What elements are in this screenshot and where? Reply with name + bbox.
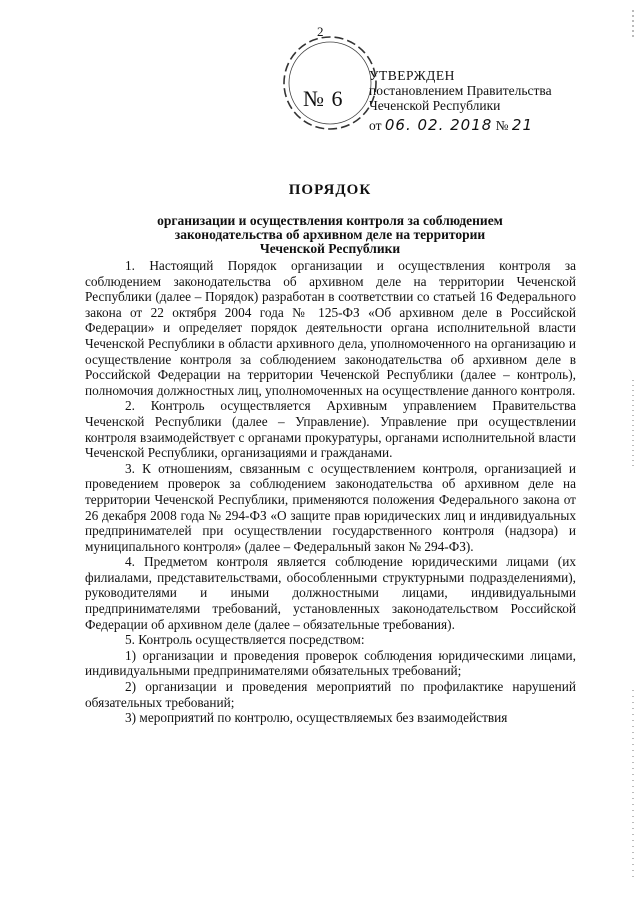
- approval-title: УТВЕРЖДЕН: [369, 68, 455, 83]
- number-prefix: №: [495, 118, 509, 133]
- title-block: [100, 182, 560, 256]
- page-number: 2: [317, 24, 324, 39]
- subtitle-line: Чеченской Республики: [259, 241, 401, 256]
- approval-block: [369, 68, 552, 133]
- subtitle-line: законодательства об архивном деле на территории: [174, 227, 486, 242]
- date-prefix: от: [369, 118, 382, 133]
- list-item-1: 1) организации и проведения проверок соблюдения юридическими лицами, индивидуальными предпринимателями обязательных требований;: [85, 647, 576, 679]
- approval-line-1: постановлением Правительства: [369, 83, 552, 98]
- scan-margin-marks: [630, 0, 636, 905]
- stamp-number: № 6: [303, 86, 344, 111]
- handwritten-number: 21: [511, 116, 534, 134]
- paragraph-4: 4. Предметом контроля является соблюдение юридическими лицами (их филиалами, представительствами, обособленными структурными подразделениями), руководителями и иными должностными лицами, индивидуальными предпринимателями требований, установленных законодательством Российской Федерации об архивном деле (далее – обязательные требования).: [85, 554, 576, 632]
- approval-date-line: [369, 118, 552, 133]
- paragraph-5: 5. Контроль осуществляется посредством:: [125, 632, 365, 648]
- paragraph-3: 3. К отношениям, связанным с осуществлением контроля, организацией и проведением проверок за соблюдением законодательства об архивном деле на территории Чеченской Республики, применяются положения Федерального закона от 26 декабря 2008 года № 294-ФЗ «О защите прав юридических лиц и индивидуальных предпринимателей при осуществлении государственного контроля (надзора) и муниципального контроля» (далее – Федеральный закон № 294-ФЗ).: [85, 460, 576, 554]
- paragraph-2: 2. Контроль осуществляется Архивным управлением Правительства Чеченской Республики (далее – Управление). Управление при осуществлении контроля взаимодействует с органами прокуратуры, органами исполнительной власти Чеченской Республики, организациями и гражданами.: [85, 398, 576, 461]
- handwritten-date: 06. 02. 2018: [384, 116, 493, 134]
- subtitle-line: организации и осуществления контроля за соблюдением: [157, 213, 503, 228]
- list-item-2: 2) организации и проведения мероприятий по профилактике нарушений обязательных требований;: [85, 679, 576, 710]
- document-title: ПОРЯДОК: [288, 182, 372, 198]
- approval-line-2: Чеченской Республики: [369, 98, 501, 113]
- list-item-3: 3) мероприятий по контролю, осуществляемых без взаимодействия: [125, 710, 508, 726]
- document-body: [85, 258, 576, 726]
- paragraph-1: 1. Настоящий Порядок организации и осуществления контроля за соблюдением законодательства об архивном деле на территории Чеченской Республики (далее – Порядок) разработан в соответствии со статьей 16 Федерального закона от 22 октября 2004 года № 125-ФЗ «Об архивном деле в Российской Федерации» и определяет порядок деятельности органа исполнительной власти Чеченской Республики в области архивного дела, уполномоченного на организацию и осуществление контроля за соблюдением законодательства об архивном деле в Российской Федерации на территории Чеченской Республики (далее – контроль), полномочия должностных лиц, уполномоченных на осуществление данного контроля.: [85, 258, 576, 398]
- document-subtitle: [100, 214, 560, 256]
- registration-stamp: [280, 33, 380, 133]
